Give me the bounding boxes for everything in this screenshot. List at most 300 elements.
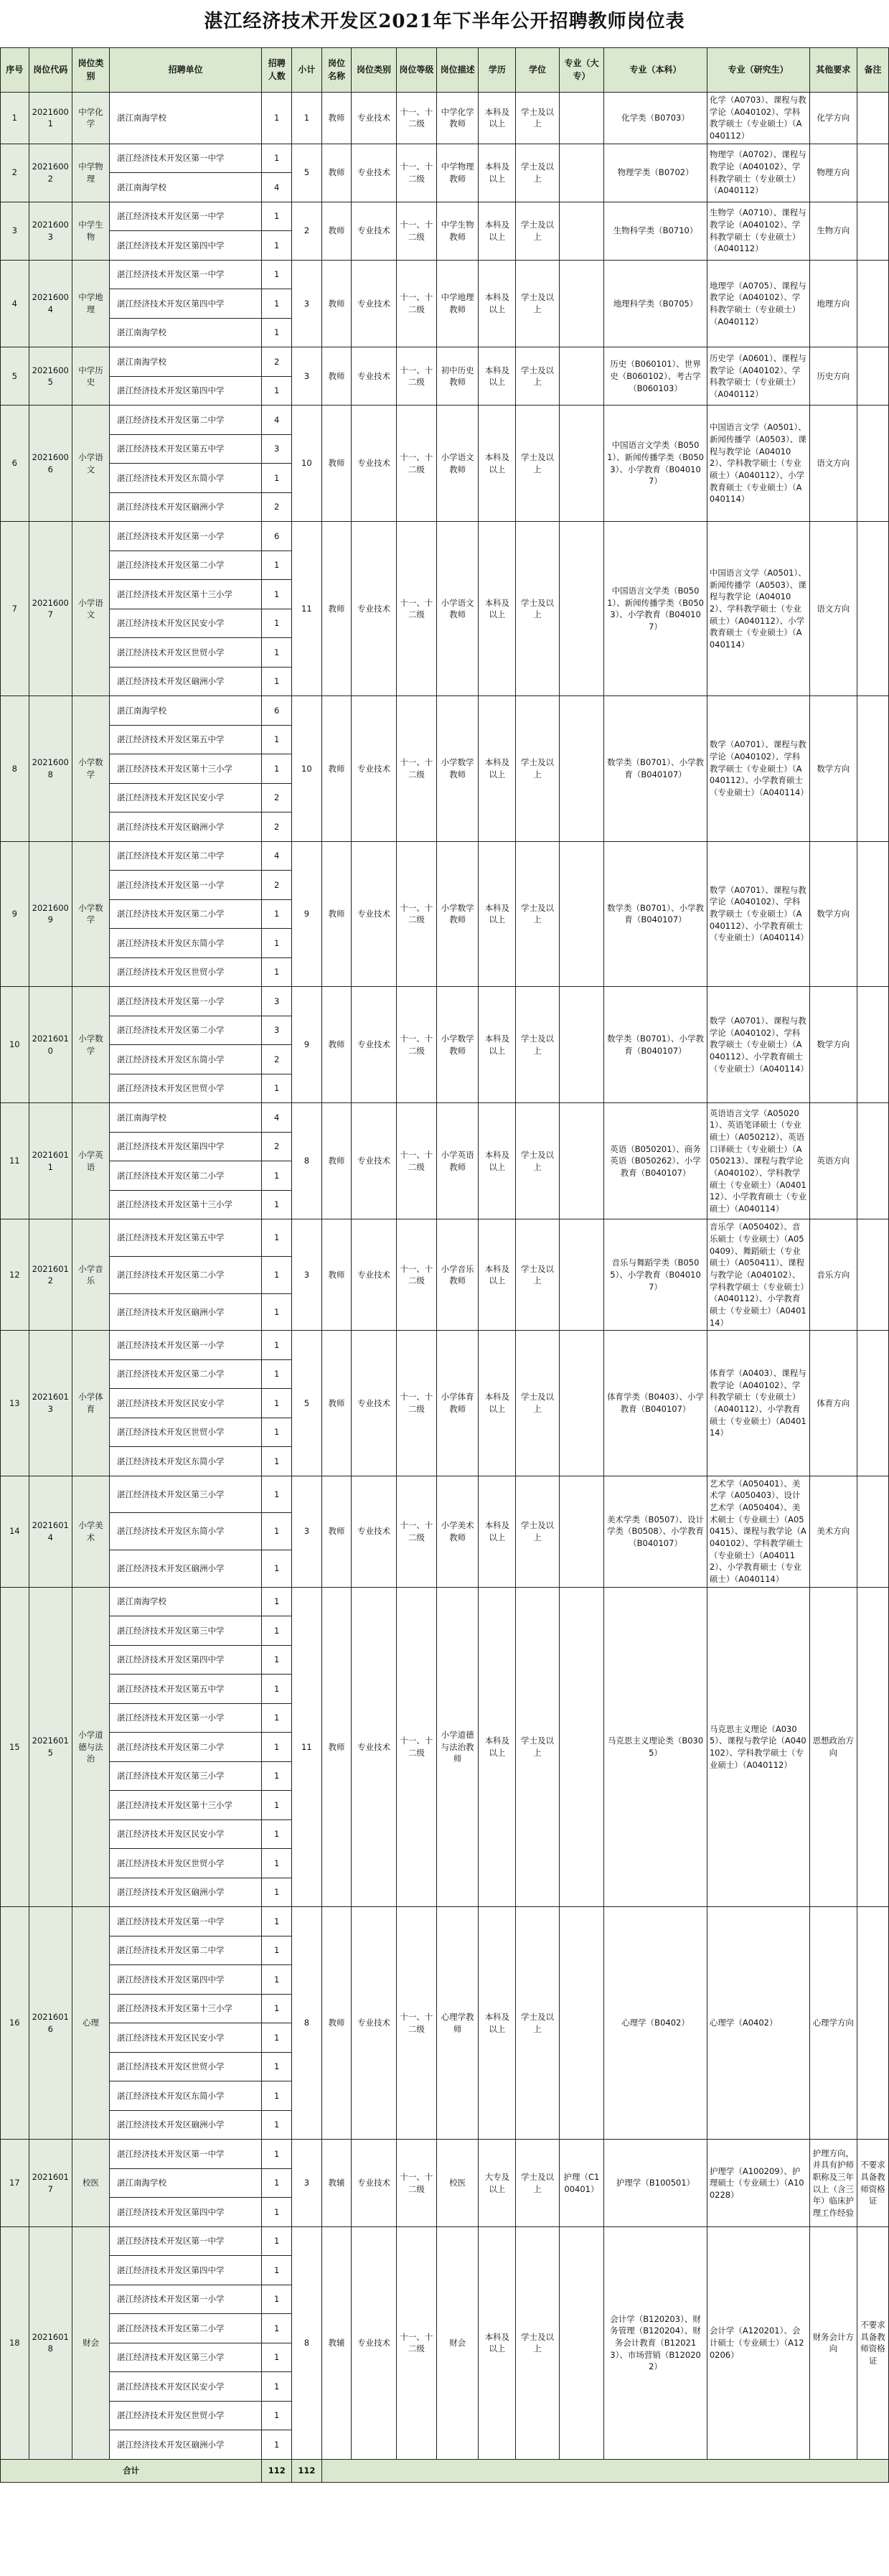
- major-graduate: 音乐学（A050402）、音乐硕士（专业硕士）（A050409）、舞蹈硕士（专业硕士）（A050411）、课程与教学论（A040102）、学科教学硕士（专业硕士）（A040112）、小学教育硕士（专业硕士）（A040114）: [707, 1219, 809, 1331]
- remarks: [857, 696, 889, 842]
- remarks: 不要求具备教师资格证: [857, 2140, 889, 2227]
- remarks: [857, 1907, 889, 2140]
- recruiting-unit: 湛江经济技术开发区第四中学: [109, 1132, 261, 1161]
- recruit-count: 1: [262, 1074, 292, 1103]
- other-requirements: 语文方向: [809, 406, 857, 522]
- education: 本科及以上: [479, 1476, 516, 1587]
- major-graduate: 体育学（A0403）、课程与教学论（A040102）、学科教学硕士（专业硕士）（A040112）、小学教育硕士（专业硕士）（A040114）: [707, 1331, 809, 1476]
- education: 本科及以上: [479, 841, 516, 987]
- recruiting-unit: 湛江经济技术开发区第十三小学: [109, 1190, 261, 1219]
- recruit-count: 2: [262, 783, 292, 812]
- post-subject: 小学体育: [72, 1331, 109, 1476]
- post-code: 20216009: [29, 841, 72, 987]
- recruiting-unit: 湛江经济技术开发区世贸小学: [109, 2401, 261, 2430]
- recruit-count: 1: [262, 231, 292, 261]
- recruit-count: 1: [262, 1616, 292, 1646]
- post-code: 20216017: [29, 2140, 72, 2227]
- recruit-count: 1: [262, 2343, 292, 2372]
- recruiting-unit: 湛江经济技术开发区第一小学: [109, 522, 261, 551]
- post-subject: 小学语文: [72, 522, 109, 696]
- remarks: [857, 406, 889, 522]
- row-number: 16: [1, 1907, 29, 2140]
- post-type: 专业技术: [352, 522, 396, 696]
- post-code: 20216018: [29, 2226, 72, 2459]
- recruiting-unit: 湛江经济技术开发区东简小学: [109, 464, 261, 493]
- post-description: 中学化学教师: [437, 93, 479, 144]
- total-filler: [321, 2459, 888, 2482]
- recruiting-unit: 湛江经济技术开发区硇洲小学: [109, 2110, 261, 2140]
- post-description: 小学语文教师: [437, 522, 479, 696]
- subtotal: 10: [292, 696, 322, 842]
- recruiting-unit: 湛江经济技术开发区第一中学: [109, 144, 261, 173]
- recruiting-unit: 湛江经济技术开发区东简小学: [109, 929, 261, 958]
- recruit-count: 1: [262, 2023, 292, 2053]
- post-code: 20216015: [29, 1587, 72, 1907]
- remarks: [857, 1219, 889, 1331]
- post-subject: 小学道德与法治: [72, 1587, 109, 1907]
- remarks: [857, 347, 889, 406]
- recruit-count: 1: [262, 1878, 292, 1907]
- header-cell: 小计: [292, 48, 322, 93]
- recruit-count: 2: [262, 1132, 292, 1161]
- recruiting-unit: 湛江经济技术开发区世贸小学: [109, 957, 261, 987]
- degree: 学士及以上: [516, 406, 559, 522]
- recruiting-unit: 湛江经济技术开发区第一中学: [109, 202, 261, 231]
- subtotal: 3: [292, 347, 322, 406]
- post-level: 十一、十二级: [396, 1219, 436, 1331]
- recruit-count: 1: [262, 1849, 292, 1878]
- major-dazhuan: [559, 202, 603, 260]
- recruit-count: 1: [262, 2168, 292, 2198]
- recruit-count: 6: [262, 696, 292, 726]
- education: 本科及以上: [479, 202, 516, 260]
- post-code: 20216003: [29, 202, 72, 260]
- major-dazhuan: [559, 1476, 603, 1587]
- recruiting-unit: 湛江经济技术开发区硇洲小学: [109, 492, 261, 522]
- recruit-count: 1: [262, 376, 292, 406]
- recruit-count: 1: [262, 609, 292, 638]
- other-requirements: 物理方向: [809, 144, 857, 202]
- recruit-count: 1: [262, 1703, 292, 1733]
- remarks: [857, 202, 889, 260]
- post-type: 专业技术: [352, 841, 396, 987]
- recruit-count: 1: [262, 2314, 292, 2343]
- recruiting-unit: 湛江经济技术开发区第四中学: [109, 289, 261, 319]
- table-row: [1, 2226, 889, 2256]
- recruit-count: 1: [262, 2052, 292, 2081]
- row-number: 8: [1, 696, 29, 842]
- recruit-count: 6: [262, 522, 292, 551]
- row-number: 13: [1, 1331, 29, 1476]
- post-code: 20216013: [29, 1331, 72, 1476]
- recruit-count: 2: [262, 347, 292, 377]
- post-subject: 中学物理: [72, 144, 109, 202]
- recruit-count: 1: [262, 725, 292, 754]
- table-row: [1, 144, 889, 173]
- subtotal: 10: [292, 406, 322, 522]
- recruiting-unit: 湛江经济技术开发区民安小学: [109, 783, 261, 812]
- recruit-count: 1: [262, 1418, 292, 1447]
- major-dazhuan: [559, 406, 603, 522]
- major-graduate: 生物学（A0710）、课程与教学论（A040102）、学科教学硕士（专业硕士）（A040112）: [707, 202, 809, 260]
- table-row: [1, 1907, 889, 1936]
- recruit-count: 1: [262, 2285, 292, 2314]
- post-level: 十一、十二级: [396, 93, 436, 144]
- recruiting-unit: 湛江经济技术开发区第二中学: [109, 841, 261, 871]
- major-dazhuan: [559, 2226, 603, 2459]
- major-graduate: 护理学（A100209）、护理硕士（专业硕士）（A100228）: [707, 2140, 809, 2227]
- recruit-count: 1: [262, 1293, 292, 1331]
- recruiting-unit: 湛江经济技术开发区第二中学: [109, 1936, 261, 1965]
- post-name: 教师: [321, 696, 352, 842]
- education: 本科及以上: [479, 1907, 516, 2140]
- degree: 学士及以上: [516, 93, 559, 144]
- table-row: [1, 1103, 889, 1133]
- other-requirements: 数学方向: [809, 696, 857, 842]
- table-row: [1, 522, 889, 551]
- recruit-count: 1: [262, 1389, 292, 1418]
- recruit-count: 3: [262, 1016, 292, 1045]
- subtotal: 8: [292, 1907, 322, 2140]
- recruiting-unit: 湛江经济技术开发区第三小学: [109, 1476, 261, 1513]
- recruit-count: 1: [262, 2430, 292, 2460]
- education: 本科及以上: [479, 987, 516, 1103]
- post-level: 十一、十二级: [396, 1331, 436, 1476]
- recruiting-unit: 湛江经济技术开发区第四中学: [109, 2198, 261, 2227]
- subtotal: 3: [292, 260, 322, 347]
- page-title: 湛江经济技术开发区2021年下半年公开招聘教师岗位表: [204, 11, 685, 32]
- table-row: [1, 841, 889, 871]
- table-body: [1, 93, 889, 2460]
- recruit-count: 1: [262, 1359, 292, 1389]
- degree: 学士及以上: [516, 696, 559, 842]
- post-subject: 中学地理: [72, 260, 109, 347]
- post-type: 专业技术: [352, 202, 396, 260]
- major-graduate: 艺术学（A050401）、美术学（A050403）、设计艺术学（A050404）、美术硕士（专业硕士）（A050415）、课程与教学论（A040102）、学科教学硕士（专业硕士）（A040112）、小学教育硕士（专业硕士）（A040114）: [707, 1476, 809, 1587]
- table-row: [1, 987, 889, 1016]
- recruit-count: 1: [262, 1190, 292, 1219]
- subtotal: 11: [292, 522, 322, 696]
- subtotal: 9: [292, 841, 322, 987]
- row-number: 5: [1, 347, 29, 406]
- major-bachelor: 英语（B050201）、商务英语（B050262）、小学教育（B040107）: [604, 1103, 707, 1219]
- recruiting-unit: 湛江经济技术开发区硇洲小学: [109, 1293, 261, 1331]
- recruiting-unit: 湛江经济技术开发区第一中学: [109, 1907, 261, 1936]
- post-level: 十一、十二级: [396, 1587, 436, 1907]
- subtotal: 3: [292, 2140, 322, 2227]
- post-level: 十一、十二级: [396, 1476, 436, 1587]
- recruiting-unit: 湛江经济技术开发区第十三小学: [109, 1791, 261, 1820]
- post-description: 财会: [437, 2226, 479, 2459]
- remarks: [857, 1103, 889, 1219]
- other-requirements: 历史方向: [809, 347, 857, 406]
- recruiting-unit: 湛江南海学校: [109, 173, 261, 202]
- recruitment-table: [0, 47, 889, 2483]
- row-number: 10: [1, 987, 29, 1103]
- other-requirements: 心理学方向: [809, 1907, 857, 2140]
- post-description: 小学数学教师: [437, 841, 479, 987]
- post-description: 小学英语教师: [437, 1103, 479, 1219]
- other-requirements: 音乐方向: [809, 1219, 857, 1331]
- subtotal: 2: [292, 202, 322, 260]
- other-requirements: 英语方向: [809, 1103, 857, 1219]
- recruiting-unit: 湛江经济技术开发区第二小学: [109, 1161, 261, 1191]
- recruit-count: 1: [262, 1733, 292, 1762]
- recruiting-unit: 湛江经济技术开发区第四中学: [109, 1965, 261, 1995]
- other-requirements: 体育方向: [809, 1331, 857, 1476]
- header-cell: 专业（研究生）: [707, 48, 809, 93]
- major-dazhuan: [559, 93, 603, 144]
- education: 本科及以上: [479, 1103, 516, 1219]
- recruiting-unit: 湛江经济技术开发区第三小学: [109, 1761, 261, 1791]
- recruit-count: 1: [262, 260, 292, 289]
- post-description: 小学语文教师: [437, 406, 479, 522]
- degree: 学士及以上: [516, 202, 559, 260]
- recruit-count: 1: [262, 464, 292, 493]
- major-bachelor: 历史（B060101）、世界史（B060102）、考古学（B060103）: [604, 347, 707, 406]
- post-type: 专业技术: [352, 2140, 396, 2227]
- major-bachelor: 数学类（B0701）、小学教育（B040107）: [604, 841, 707, 987]
- major-bachelor: 马克思主义理论类（B0305）: [604, 1587, 707, 1907]
- post-description: 中学地理教师: [437, 260, 479, 347]
- subtotal: 1: [292, 93, 322, 144]
- recruit-count: 1: [262, 289, 292, 319]
- row-number: 9: [1, 841, 29, 987]
- header-cell: 招聘人数: [262, 48, 292, 93]
- recruit-count: 1: [262, 1447, 292, 1476]
- total-row: [1, 2459, 889, 2482]
- major-bachelor: 护理学（B100501）: [604, 2140, 707, 2227]
- remarks: [857, 260, 889, 347]
- recruit-count: 4: [262, 1103, 292, 1133]
- header-cell: 学位: [516, 48, 559, 93]
- major-graduate: 历史学（A0601）、课程与教学论（A040102）、学科教学硕士（专业硕士）（A040112）: [707, 347, 809, 406]
- post-name: 教师: [321, 260, 352, 347]
- recruiting-unit: 湛江经济技术开发区世贸小学: [109, 1418, 261, 1447]
- major-bachelor: 物理学类（B0702）: [604, 144, 707, 202]
- post-name: 教师: [321, 347, 352, 406]
- recruit-count: 1: [262, 929, 292, 958]
- education: 本科及以上: [479, 347, 516, 406]
- post-name: 教师: [321, 522, 352, 696]
- major-graduate: 英语语言文学（A050201）、英语笔译硕士（专业硕士）（A050212）、英语口译硕士（专业硕士）（A050213）、课程与教学论（A040102）、学科教学硕士（专业硕士）（A040112）、小学教育硕士（专业硕士）（A040114）: [707, 1103, 809, 1219]
- post-level: 十一、十二级: [396, 2226, 436, 2459]
- recruiting-unit: 湛江经济技术开发区东简小学: [109, 1045, 261, 1074]
- major-graduate: 会计学（A120201）、会计硕士（专业硕士）（A120206）: [707, 2226, 809, 2459]
- recruit-count: 1: [262, 1645, 292, 1675]
- remarks: 不要求具备教师资格证: [857, 2226, 889, 2459]
- remarks: [857, 1476, 889, 1587]
- post-level: 十一、十二级: [396, 696, 436, 842]
- recruit-count: 1: [262, 1791, 292, 1820]
- post-name: 教师: [321, 1587, 352, 1907]
- post-name: 教师: [321, 1219, 352, 1331]
- row-number: 15: [1, 1587, 29, 1907]
- major-graduate: 地理学（A0705）、课程与教学论（A040102）、学科教学硕士（专业硕士）（A040112）: [707, 260, 809, 347]
- recruiting-unit: 湛江经济技术开发区第一中学: [109, 260, 261, 289]
- recruiting-unit: 湛江南海学校: [109, 2168, 261, 2198]
- recruiting-unit: 湛江经济技术开发区世贸小学: [109, 1074, 261, 1103]
- post-code: 20216002: [29, 144, 72, 202]
- post-type: 专业技术: [352, 1476, 396, 1587]
- header-cell: 岗位等级: [396, 48, 436, 93]
- row-number: 17: [1, 2140, 29, 2227]
- major-graduate: 物理学（A0702）、课程与教学论（A040102）、学科教学硕士（专业硕士）（A040112）: [707, 144, 809, 202]
- table-row: [1, 2140, 889, 2169]
- post-subject: 财会: [72, 2226, 109, 2459]
- recruit-count: 1: [262, 1994, 292, 2023]
- recruiting-unit: 湛江经济技术开发区民安小学: [109, 609, 261, 638]
- education: 本科及以上: [479, 93, 516, 144]
- post-subject: 小学数学: [72, 841, 109, 987]
- post-subject: 小学美术: [72, 1476, 109, 1587]
- recruit-count: 2: [262, 1045, 292, 1074]
- recruiting-unit: 湛江南海学校: [109, 1103, 261, 1133]
- recruiting-unit: 湛江经济技术开发区第五中学: [109, 1219, 261, 1257]
- post-description: 中学生物教师: [437, 202, 479, 260]
- post-description: 初中历史教师: [437, 347, 479, 406]
- recruiting-unit: 湛江南海学校: [109, 696, 261, 726]
- recruiting-unit: 湛江经济技术开发区硇洲小学: [109, 1550, 261, 1588]
- post-name: 教师: [321, 144, 352, 202]
- post-type: 专业技术: [352, 1907, 396, 2140]
- recruit-count: 1: [262, 1331, 292, 1360]
- post-type: 专业技术: [352, 347, 396, 406]
- education: 大专及以上: [479, 2140, 516, 2227]
- recruit-count: 4: [262, 406, 292, 435]
- header-cell: 岗位名称: [321, 48, 352, 93]
- table-row: [1, 406, 889, 435]
- recruiting-unit: 湛江经济技术开发区民安小学: [109, 2023, 261, 2053]
- recruiting-unit: 湛江经济技术开发区第一小学: [109, 871, 261, 900]
- major-dazhuan: [559, 522, 603, 696]
- recruit-count: 3: [262, 434, 292, 464]
- post-type: 专业技术: [352, 1103, 396, 1219]
- recruiting-unit: 湛江经济技术开发区第一中学: [109, 2226, 261, 2256]
- recruiting-unit: 湛江经济技术开发区硇洲小学: [109, 667, 261, 696]
- recruit-count: 1: [262, 2372, 292, 2402]
- post-code: 20216005: [29, 347, 72, 406]
- recruiting-unit: 湛江经济技术开发区第四中学: [109, 376, 261, 406]
- recruit-count: 1: [262, 2198, 292, 2227]
- post-code: 20216011: [29, 1103, 72, 1219]
- major-dazhuan: [559, 1587, 603, 1907]
- recruit-count: 2: [262, 871, 292, 900]
- recruiting-unit: 湛江经济技术开发区第四中学: [109, 2256, 261, 2285]
- total-label: 合计: [1, 2459, 262, 2482]
- post-name: 教师: [321, 1331, 352, 1476]
- education: 本科及以上: [479, 1219, 516, 1331]
- post-name: 教师: [321, 1476, 352, 1587]
- post-subject: 小学数学: [72, 987, 109, 1103]
- header-cell: 序号: [1, 48, 29, 93]
- other-requirements: 数学方向: [809, 841, 857, 987]
- recruit-count: 1: [262, 2256, 292, 2285]
- recruiting-unit: 湛江经济技术开发区硇洲小学: [109, 812, 261, 842]
- recruit-count: 4: [262, 841, 292, 871]
- recruit-count: 1: [262, 551, 292, 580]
- recruiting-unit: 湛江南海学校: [109, 347, 261, 377]
- major-bachelor: 美术学类（B0507）、设计学类（B0508）、小学教育（B040107）: [604, 1476, 707, 1587]
- degree: 学士及以上: [516, 987, 559, 1103]
- post-name: 教辅: [321, 2140, 352, 2227]
- degree: 学士及以上: [516, 841, 559, 987]
- recruiting-unit: 湛江经济技术开发区东简小学: [109, 2081, 261, 2111]
- post-name: 教辅: [321, 2226, 352, 2459]
- post-level: 十一、十二级: [396, 987, 436, 1103]
- post-description: 小学道德与法治教师: [437, 1587, 479, 1907]
- recruiting-unit: 湛江南海学校: [109, 1587, 261, 1616]
- recruiting-unit: 湛江经济技术开发区第三小学: [109, 2343, 261, 2372]
- post-description: 小学美术教师: [437, 1476, 479, 1587]
- recruit-count: 1: [262, 1675, 292, 1704]
- recruit-count: 1: [262, 1936, 292, 1965]
- post-type: 专业技术: [352, 1331, 396, 1476]
- degree: 学士及以上: [516, 1219, 559, 1331]
- remarks: [857, 1331, 889, 1476]
- subtotal: 8: [292, 1103, 322, 1219]
- recruit-count: 1: [262, 2081, 292, 2111]
- remarks: [857, 987, 889, 1103]
- post-code: 20216006: [29, 406, 72, 522]
- degree: 学士及以上: [516, 1103, 559, 1219]
- post-subject: 小学英语: [72, 1103, 109, 1219]
- recruit-count: 1: [262, 2110, 292, 2140]
- table-row: [1, 1587, 889, 1616]
- recruit-count: 2: [262, 812, 292, 842]
- post-level: 十一、十二级: [396, 1103, 436, 1219]
- subtotal: 11: [292, 1587, 322, 1907]
- recruiting-unit: 湛江经济技术开发区第十三小学: [109, 754, 261, 784]
- other-requirements: 化学方向: [809, 93, 857, 144]
- recruit-count: 1: [262, 1476, 292, 1513]
- row-number: 11: [1, 1103, 29, 1219]
- major-graduate: 数学（A0701）、课程与教学论（A040102）、学科教学硕士（专业硕士）（A040112）、小学教育硕士（专业硕士）（A040114）: [707, 987, 809, 1103]
- row-number: 2: [1, 144, 29, 202]
- major-bachelor: 体育学类（B0403）、小学教育（B040107）: [604, 1331, 707, 1476]
- recruit-count: 1: [262, 899, 292, 929]
- post-description: 中学物理教师: [437, 144, 479, 202]
- post-code: 20216008: [29, 696, 72, 842]
- post-name: 教师: [321, 93, 352, 144]
- recruit-count: 1: [262, 957, 292, 987]
- recruit-count: 1: [262, 1161, 292, 1191]
- major-dazhuan: [559, 1331, 603, 1476]
- post-subject: 中学历史: [72, 347, 109, 406]
- recruiting-unit: 湛江经济技术开发区民安小学: [109, 2372, 261, 2402]
- header-cell: 备注: [857, 48, 889, 93]
- major-graduate: 中国语言文学（A0501）、新闻传播学（A0503）、课程与教学论（A040102）、学科教学硕士（专业硕士）（A040112）、小学教育硕士（专业硕士）（A040114）: [707, 406, 809, 522]
- major-graduate: 中国语言文学（A0501）、新闻传播学（A0503）、课程与教学论（A040102）、学科教学硕士（专业硕士）（A040112）、小学教育硕士（专业硕士）（A040114）: [707, 522, 809, 696]
- row-number: 3: [1, 202, 29, 260]
- header-cell: 专业（大专）: [559, 48, 603, 93]
- recruiting-unit: 湛江经济技术开发区第四中学: [109, 1645, 261, 1675]
- table-row: [1, 696, 889, 726]
- post-subject: 小学音乐: [72, 1219, 109, 1331]
- other-requirements: 财务会计方向: [809, 2226, 857, 2459]
- post-description: 小学数学教师: [437, 696, 479, 842]
- post-name: 教师: [321, 1103, 352, 1219]
- post-level: 十一、十二级: [396, 144, 436, 202]
- other-requirements: 地理方向: [809, 260, 857, 347]
- major-bachelor: 心理学（B0402）: [604, 1907, 707, 2140]
- education: 本科及以上: [479, 1331, 516, 1476]
- post-level: 十一、十二级: [396, 406, 436, 522]
- recruiting-unit: 湛江经济技术开发区民安小学: [109, 1389, 261, 1418]
- subtotal: 3: [292, 1219, 322, 1331]
- header-row: [1, 48, 889, 93]
- recruiting-unit: 湛江经济技术开发区世贸小学: [109, 638, 261, 668]
